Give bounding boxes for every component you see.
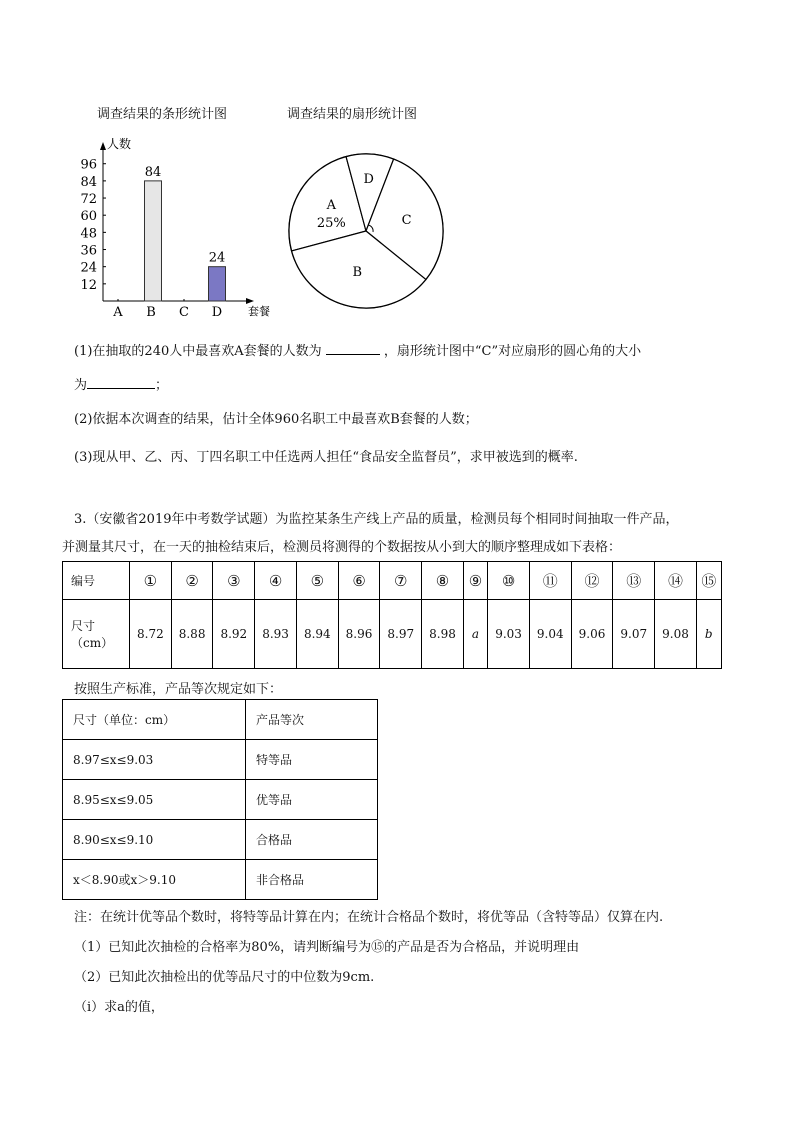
size-label: 尺寸 <box>71 619 96 633</box>
grade-range: 8.95≤x≤9.05 <box>63 780 246 820</box>
table-row <box>63 780 378 820</box>
x-axis-label: 套餐 <box>248 305 270 318</box>
size-cell: 9.07 <box>613 600 655 669</box>
sub-question-2: （2）已知此次抽检出的优等品尺寸的中位数为9cm. <box>74 970 375 985</box>
table-row <box>63 700 378 740</box>
bar-label-D: 24 <box>208 250 226 266</box>
size-cell: 9.04 <box>529 600 571 669</box>
size-cell: 8.88 <box>171 600 213 669</box>
size-cell: 8.96 <box>338 600 380 669</box>
pie-chart-caption: 调查结果的扇形统计图 <box>287 107 418 122</box>
grade-range: 8.97≤x≤9.03 <box>63 740 246 780</box>
y-tick-label: 12 <box>80 277 97 293</box>
problem-3-intro-1: 3.（安徽省2019年中考数学试题）为监控某条生产线上产品的质量，检测员每个相同时间抽取一件产品， <box>74 512 679 527</box>
question-3 <box>74 446 578 465</box>
question-1 <box>74 340 641 359</box>
size-unit: （cm） <box>71 636 114 650</box>
question-2 <box>74 408 478 427</box>
size-cell: 9.03 <box>488 600 530 669</box>
grade-range: 8.90≤x≤9.10 <box>63 820 246 860</box>
question-2-text: 依据本次调查的结果，估计全体960名职工中最喜欢B套餐的人数； <box>92 412 478 427</box>
table-row <box>63 860 378 900</box>
bar-B <box>145 181 162 301</box>
id-cell: ⑭ <box>655 562 697 600</box>
y-tick-label: 60 <box>80 209 97 225</box>
sub-question-1: （1）已知此次抽检的合格率为80%，请判断编号为⑮的产品是否为合格品，并说明理由 <box>74 940 580 955</box>
id-cell: ③ <box>213 562 255 600</box>
id-cell: ⑨ <box>463 562 487 600</box>
size-cell: 8.92 <box>213 600 255 669</box>
bar-D <box>209 267 226 301</box>
question-3-number: (3) <box>74 450 93 465</box>
table-row <box>63 740 378 780</box>
y-tick-label: 36 <box>80 243 97 259</box>
question-1-text-a: 在抽取的240人中最喜欢A套餐的人数为 <box>92 344 322 359</box>
grade-range: x＜8.90或x＞9.10 <box>63 860 246 900</box>
bar-label-B: 84 <box>144 164 162 180</box>
standard-intro: 按照生产标准，产品等次规定如下： <box>74 682 283 697</box>
pie-value-A: 25% <box>316 216 346 231</box>
id-cell: ⑤ <box>296 562 338 600</box>
x-axis-arrow <box>246 298 254 304</box>
pie-chart <box>280 145 455 320</box>
y-axis-label: 人数 <box>107 137 132 151</box>
y-tick-label: 84 <box>80 174 97 190</box>
x-tick-label: B <box>146 305 156 320</box>
size-cell: 9.06 <box>571 600 613 669</box>
grade-name: 优等品 <box>246 780 378 820</box>
measurement-table <box>62 561 722 669</box>
note: 注：在统计优等品个数时，将特等品计算在内；在统计合格品个数时，将优等品（含特等品）仅算在内. <box>74 910 664 925</box>
id-cell: ⑥ <box>338 562 380 600</box>
x-tick-label: D <box>211 305 223 320</box>
id-cell: ② <box>171 562 213 600</box>
grade-table <box>62 699 378 900</box>
y-tick-label: 48 <box>80 226 97 242</box>
id-cell: ④ <box>255 562 297 600</box>
pie-label-D: D <box>363 172 374 188</box>
grade-table-header-grade: 产品等次 <box>246 700 378 740</box>
question-2-number: (2) <box>74 412 93 427</box>
size-cell: 8.97 <box>380 600 422 669</box>
sub-question-3: （i）求a的值， <box>74 1000 164 1015</box>
table-row <box>63 562 722 600</box>
x-tick-label: A <box>113 305 123 320</box>
size-cell: 8.72 <box>130 600 172 669</box>
table-row <box>63 820 378 860</box>
answer-blank-1[interactable] <box>326 342 380 355</box>
id-cell: ⑩ <box>488 562 530 600</box>
bar-chart <box>70 130 270 320</box>
bar-chart-caption: 调查结果的条形统计图 <box>97 107 228 122</box>
id-cell: ⑫ <box>571 562 613 600</box>
table-header-size <box>63 600 130 669</box>
table-row <box>63 600 722 669</box>
pie-label-C: C <box>401 213 412 229</box>
size-cell: 9.08 <box>655 600 697 669</box>
id-cell: ⑬ <box>613 562 655 600</box>
y-tick-label: 24 <box>80 260 97 276</box>
problem-3-intro-2: 并测量其尺寸，在一天的抽检结束后，检测员将测得的个数据按从小到大的顺序整理成如下表格： <box>62 540 622 555</box>
x-tick-label: C <box>179 305 189 320</box>
question-1-cont <box>74 374 168 393</box>
size-cell: 8.94 <box>296 600 338 669</box>
id-cell: ① <box>130 562 172 600</box>
question-1-text-d: ； <box>155 378 169 393</box>
id-cell: ⑧ <box>422 562 464 600</box>
y-tick-label: 72 <box>80 192 97 208</box>
grade-name: 特等品 <box>246 740 378 780</box>
id-cell: ⑮ <box>696 562 721 600</box>
question-1-text-b: ，扇形统计图中“C”对应扇形的圆心角的大小 <box>383 344 642 359</box>
size-cell: b <box>696 600 721 669</box>
pie-label-A: A <box>326 198 337 213</box>
grade-name: 非合格品 <box>246 860 378 900</box>
table-header-id: 编号 <box>63 562 130 600</box>
size-cell: a <box>463 600 487 669</box>
question-1-number: (1) <box>74 344 93 359</box>
y-axis-arrow <box>100 142 106 150</box>
id-cell: ⑪ <box>529 562 571 600</box>
size-cell: 8.93 <box>255 600 297 669</box>
grade-name: 合格品 <box>246 820 378 860</box>
size-cell: 8.98 <box>422 600 464 669</box>
answer-blank-2[interactable] <box>87 376 155 389</box>
id-cell: ⑦ <box>380 562 422 600</box>
grade-table-header-size: 尺寸（单位：cm） <box>63 700 246 740</box>
pie-label-B: B <box>352 265 363 281</box>
question-1-text-c: 为 <box>74 378 88 393</box>
question-3-text: 现从甲、乙、丙、丁四名职工中任选两人担任“食品安全监督员”，求甲被选到的概率. <box>92 450 578 465</box>
y-tick-label: 96 <box>80 157 97 173</box>
